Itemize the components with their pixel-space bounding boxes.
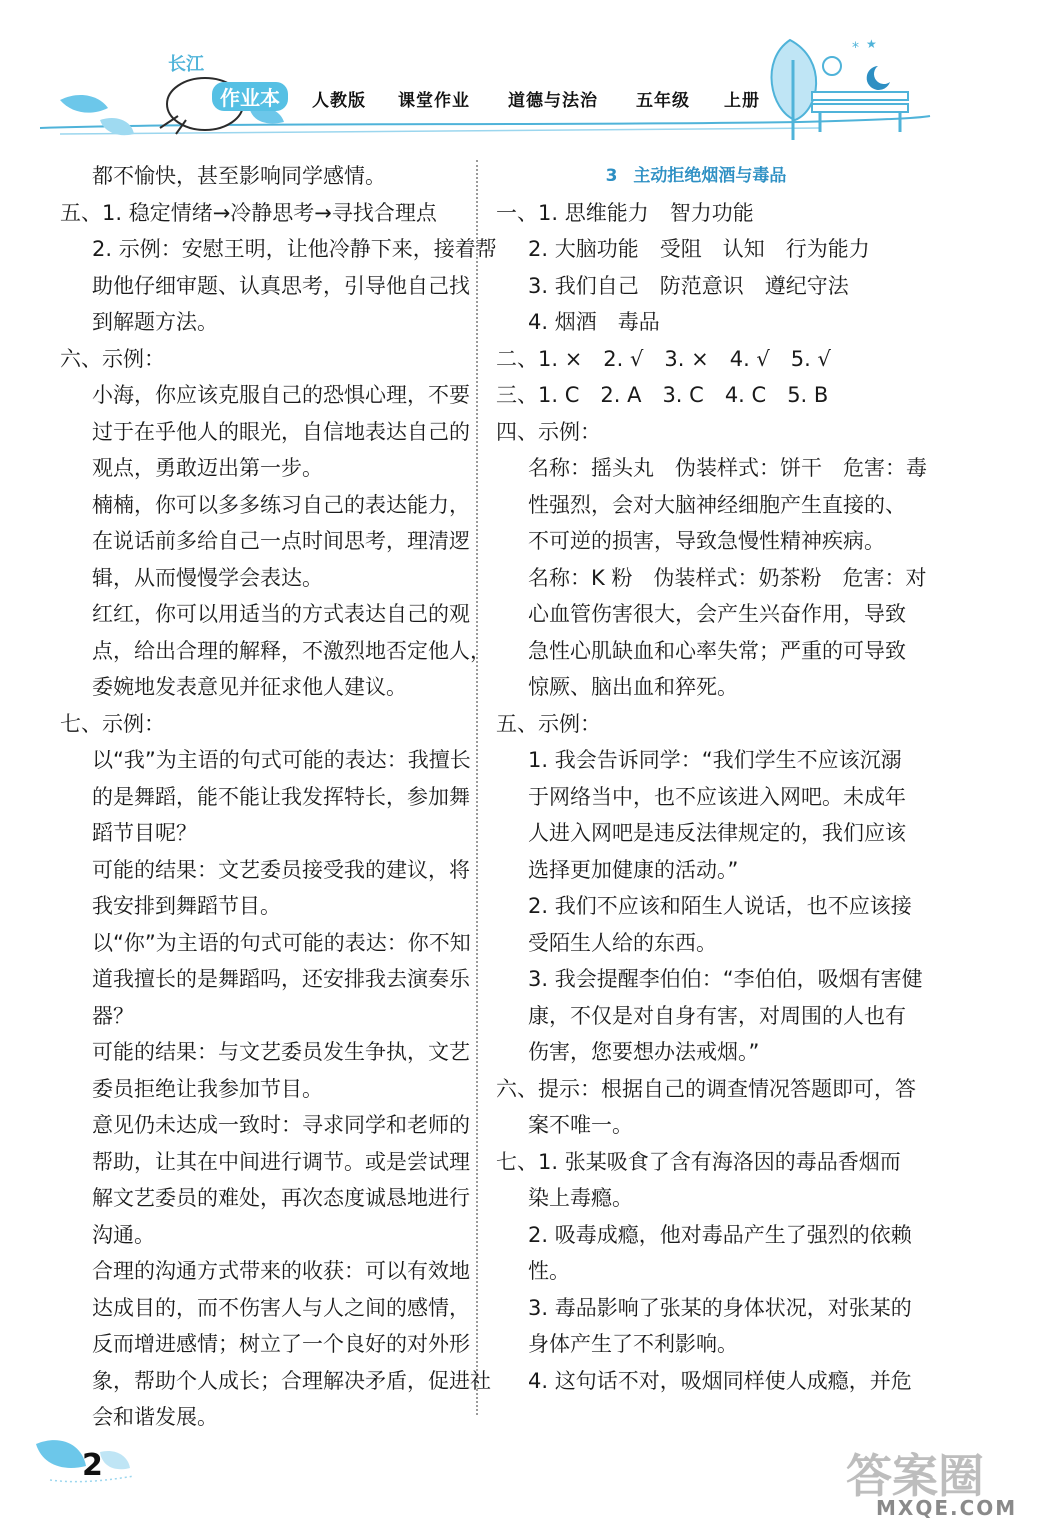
text-line: 六、示例： bbox=[60, 346, 165, 371]
text-line: 蹈节目呢？ bbox=[92, 821, 197, 845]
text-line: 3. 我们自己 防范意识 遵纪守法 bbox=[528, 273, 849, 298]
text-line: 惊厥、脑出血和猝死。 bbox=[528, 675, 738, 699]
text-line: 1. 我会告诉同学：“我们学生不应该沉溺 bbox=[528, 748, 902, 772]
text-line: 辑，从而慢慢学会表达。 bbox=[92, 565, 323, 590]
text-line: 达成目的，而不伤害人与人之间的感情， bbox=[92, 1295, 470, 1320]
right-column bbox=[496, 158, 927, 1399]
text-line: 性。 bbox=[528, 1259, 570, 1283]
text-line: 解文艺委员的难处，再次态度诚恳地进行 bbox=[92, 1186, 470, 1210]
text-line: 伤害，您要想办法戒烟。” bbox=[528, 1040, 760, 1064]
text-line: 性强烈，会对大脑神经细胞产生直接的、 bbox=[528, 492, 906, 517]
text-line: 4. 烟酒 毒品 bbox=[528, 310, 660, 334]
text-line: 帮助，让其在中间进行调节。或是尝试理 bbox=[92, 1149, 470, 1174]
grade-label: 五年级 bbox=[636, 91, 690, 111]
text-line: 六、提示：根据自己的调查情况答题即可，答 bbox=[496, 1076, 916, 1101]
text-line: 身体产生了不利影响。 bbox=[528, 1332, 738, 1356]
text-line: 可能的结果：文艺委员接受我的建议，将 bbox=[92, 857, 470, 882]
text-line: 意见仍未达成一致时：寻求同学和老师的 bbox=[92, 1113, 470, 1137]
text-line: 急性心肌缺血和心率失常；严重的可导致 bbox=[528, 638, 906, 663]
text-line: 四、示例： bbox=[496, 419, 601, 444]
text-line: 七、1. 张某吸食了含有海洛因的毒品香烟而 bbox=[496, 1149, 901, 1174]
svg-text:*: * bbox=[852, 40, 859, 56]
svg-text:★: ★ bbox=[866, 37, 877, 51]
text-line: 一、1. 思维能力 智力功能 bbox=[496, 200, 754, 225]
text-line: 受陌生人给的东西。 bbox=[528, 930, 717, 955]
text-line: 五、1. 稳定情绪→冷静思考→寻找合理点 bbox=[60, 200, 437, 225]
text-line: 2. 吸毒成瘾，他对毒品产生了强烈的依赖 bbox=[528, 1222, 912, 1247]
text-line: 委员拒绝让我参加节目。 bbox=[92, 1076, 323, 1101]
subject-label: 道德与法治 bbox=[508, 91, 598, 111]
text-line: 七、示例： bbox=[60, 711, 165, 736]
text-line: 过于在乎他人的眼光，自信地表达自己的 bbox=[92, 419, 470, 444]
text-line: 3. 毒品影响了张某的身体状况，对张某的 bbox=[528, 1295, 912, 1320]
text-line: 道我擅长的是舞蹈吗，还安排我去演奏乐 bbox=[92, 967, 470, 991]
text-line: 2. 大脑功能 受阻 认知 行为能力 bbox=[528, 237, 870, 261]
text-line: 楠楠，你可以多多练习自己的表达能力， bbox=[92, 492, 470, 517]
text-line: 五、示例： bbox=[496, 711, 601, 736]
header-decoration bbox=[0, 0, 1038, 160]
text-line: 红红，你可以用适当的方式表达自己的观 bbox=[92, 602, 470, 626]
brand-top-text: 长江 bbox=[168, 54, 204, 75]
text-line: 合理的沟通方式带来的收获：可以有效地 bbox=[92, 1259, 470, 1283]
text-line: 到解题方法。 bbox=[92, 310, 218, 334]
text-line: 3. 我会提醒李伯伯：“李伯伯，吸烟有害健 bbox=[528, 967, 923, 991]
text-line: 象，帮助个人成长；合理解决矛盾，促进社 bbox=[92, 1368, 491, 1393]
text-line: 会和谐发展。 bbox=[92, 1405, 218, 1429]
watermark-logo: 答案圈 bbox=[846, 1449, 984, 1503]
text-line: 以“我”为主语的句式可能的表达：我擅长 bbox=[92, 748, 471, 772]
text-line: 心血管伤害很大，会产生兴奋作用，导致 bbox=[528, 602, 906, 626]
text-line: 在说话前多给自己一点时间思考，理清逻 bbox=[92, 529, 470, 553]
text-line: 名称：K 粉 伪装样式：奶茶粉 危害：对 bbox=[528, 565, 927, 590]
page-number: 2 bbox=[82, 1448, 103, 1483]
text-line: 人进入网吧是违反法律规定的，我们应该 bbox=[528, 821, 906, 845]
text-line: 助他仔细审题、认真思考，引导他自己找 bbox=[92, 273, 470, 298]
text-line: 三、1. C 2. A 3. C 4. C 5. B bbox=[496, 383, 829, 407]
text-line: 于网络当中，也不应该进入网吧。未成年 bbox=[528, 784, 906, 809]
text-line: 案不唯一。 bbox=[528, 1113, 633, 1137]
text-line: 我安排到舞蹈节目。 bbox=[92, 894, 281, 918]
text-line: 二、1. × 2. √ 3. × 4. √ 5. √ bbox=[496, 346, 831, 371]
text-line: 沟通。 bbox=[92, 1222, 155, 1247]
edition-label: 人教版 bbox=[312, 91, 366, 111]
left-column bbox=[60, 158, 497, 1436]
text-line: 以“你”为主语的句式可能的表达：你不知 bbox=[92, 930, 471, 955]
text-line: 染上毒瘾。 bbox=[528, 1186, 633, 1210]
brand-main-text: 作业本 bbox=[212, 82, 288, 111]
text-line: 康，不仅是对自身有害，对周围的人也有 bbox=[528, 1003, 906, 1028]
text-line: 器？ bbox=[92, 1003, 134, 1028]
section-title-text: 主动拒绝烟酒与毒品 bbox=[633, 166, 787, 186]
text-line: 观点，勇敢迈出第一步。 bbox=[92, 456, 323, 480]
text-line: 不可逆的损害，导致急慢性精神疾病。 bbox=[528, 529, 885, 553]
text-line: 选择更加健康的活动。” bbox=[528, 857, 739, 882]
section-number: 3 bbox=[605, 166, 618, 186]
text-line: 反而增进感情；树立了一个良好的对外形 bbox=[92, 1332, 470, 1356]
text-line: 4. 这句话不对，吸烟同样使人成瘾，并危 bbox=[528, 1368, 912, 1393]
volume-label: 上册 bbox=[724, 91, 760, 111]
text-line: 的是舞蹈，能不能让我发挥特长，参加舞 bbox=[92, 784, 470, 809]
column-divider bbox=[476, 160, 478, 1415]
text-line: 点，给出合理的解释，不激烈地否定他人， bbox=[92, 638, 491, 663]
section-title bbox=[496, 158, 896, 195]
watermark-url: MXQE.COM bbox=[876, 1496, 1018, 1520]
text-line: 2. 示例：安慰王明，让他冷静下来，接着帮 bbox=[92, 237, 497, 261]
text-line: 小海，你应该克服自己的恐惧心理，不要 bbox=[92, 383, 470, 407]
page-header bbox=[0, 0, 1038, 160]
text-line: 都不愉快，甚至影响同学感情。 bbox=[92, 164, 386, 188]
text-line: 委婉地发表意见并征求他人建议。 bbox=[92, 675, 407, 699]
text-line: 名称：摇头丸 伪装样式：饼干 危害：毒 bbox=[528, 456, 927, 480]
type-label: 课堂作业 bbox=[398, 91, 470, 111]
text-line: 2. 我们不应该和陌生人说话，也不应该接 bbox=[528, 894, 912, 918]
text-line: 可能的结果：与文艺委员发生争执，文艺 bbox=[92, 1040, 470, 1064]
